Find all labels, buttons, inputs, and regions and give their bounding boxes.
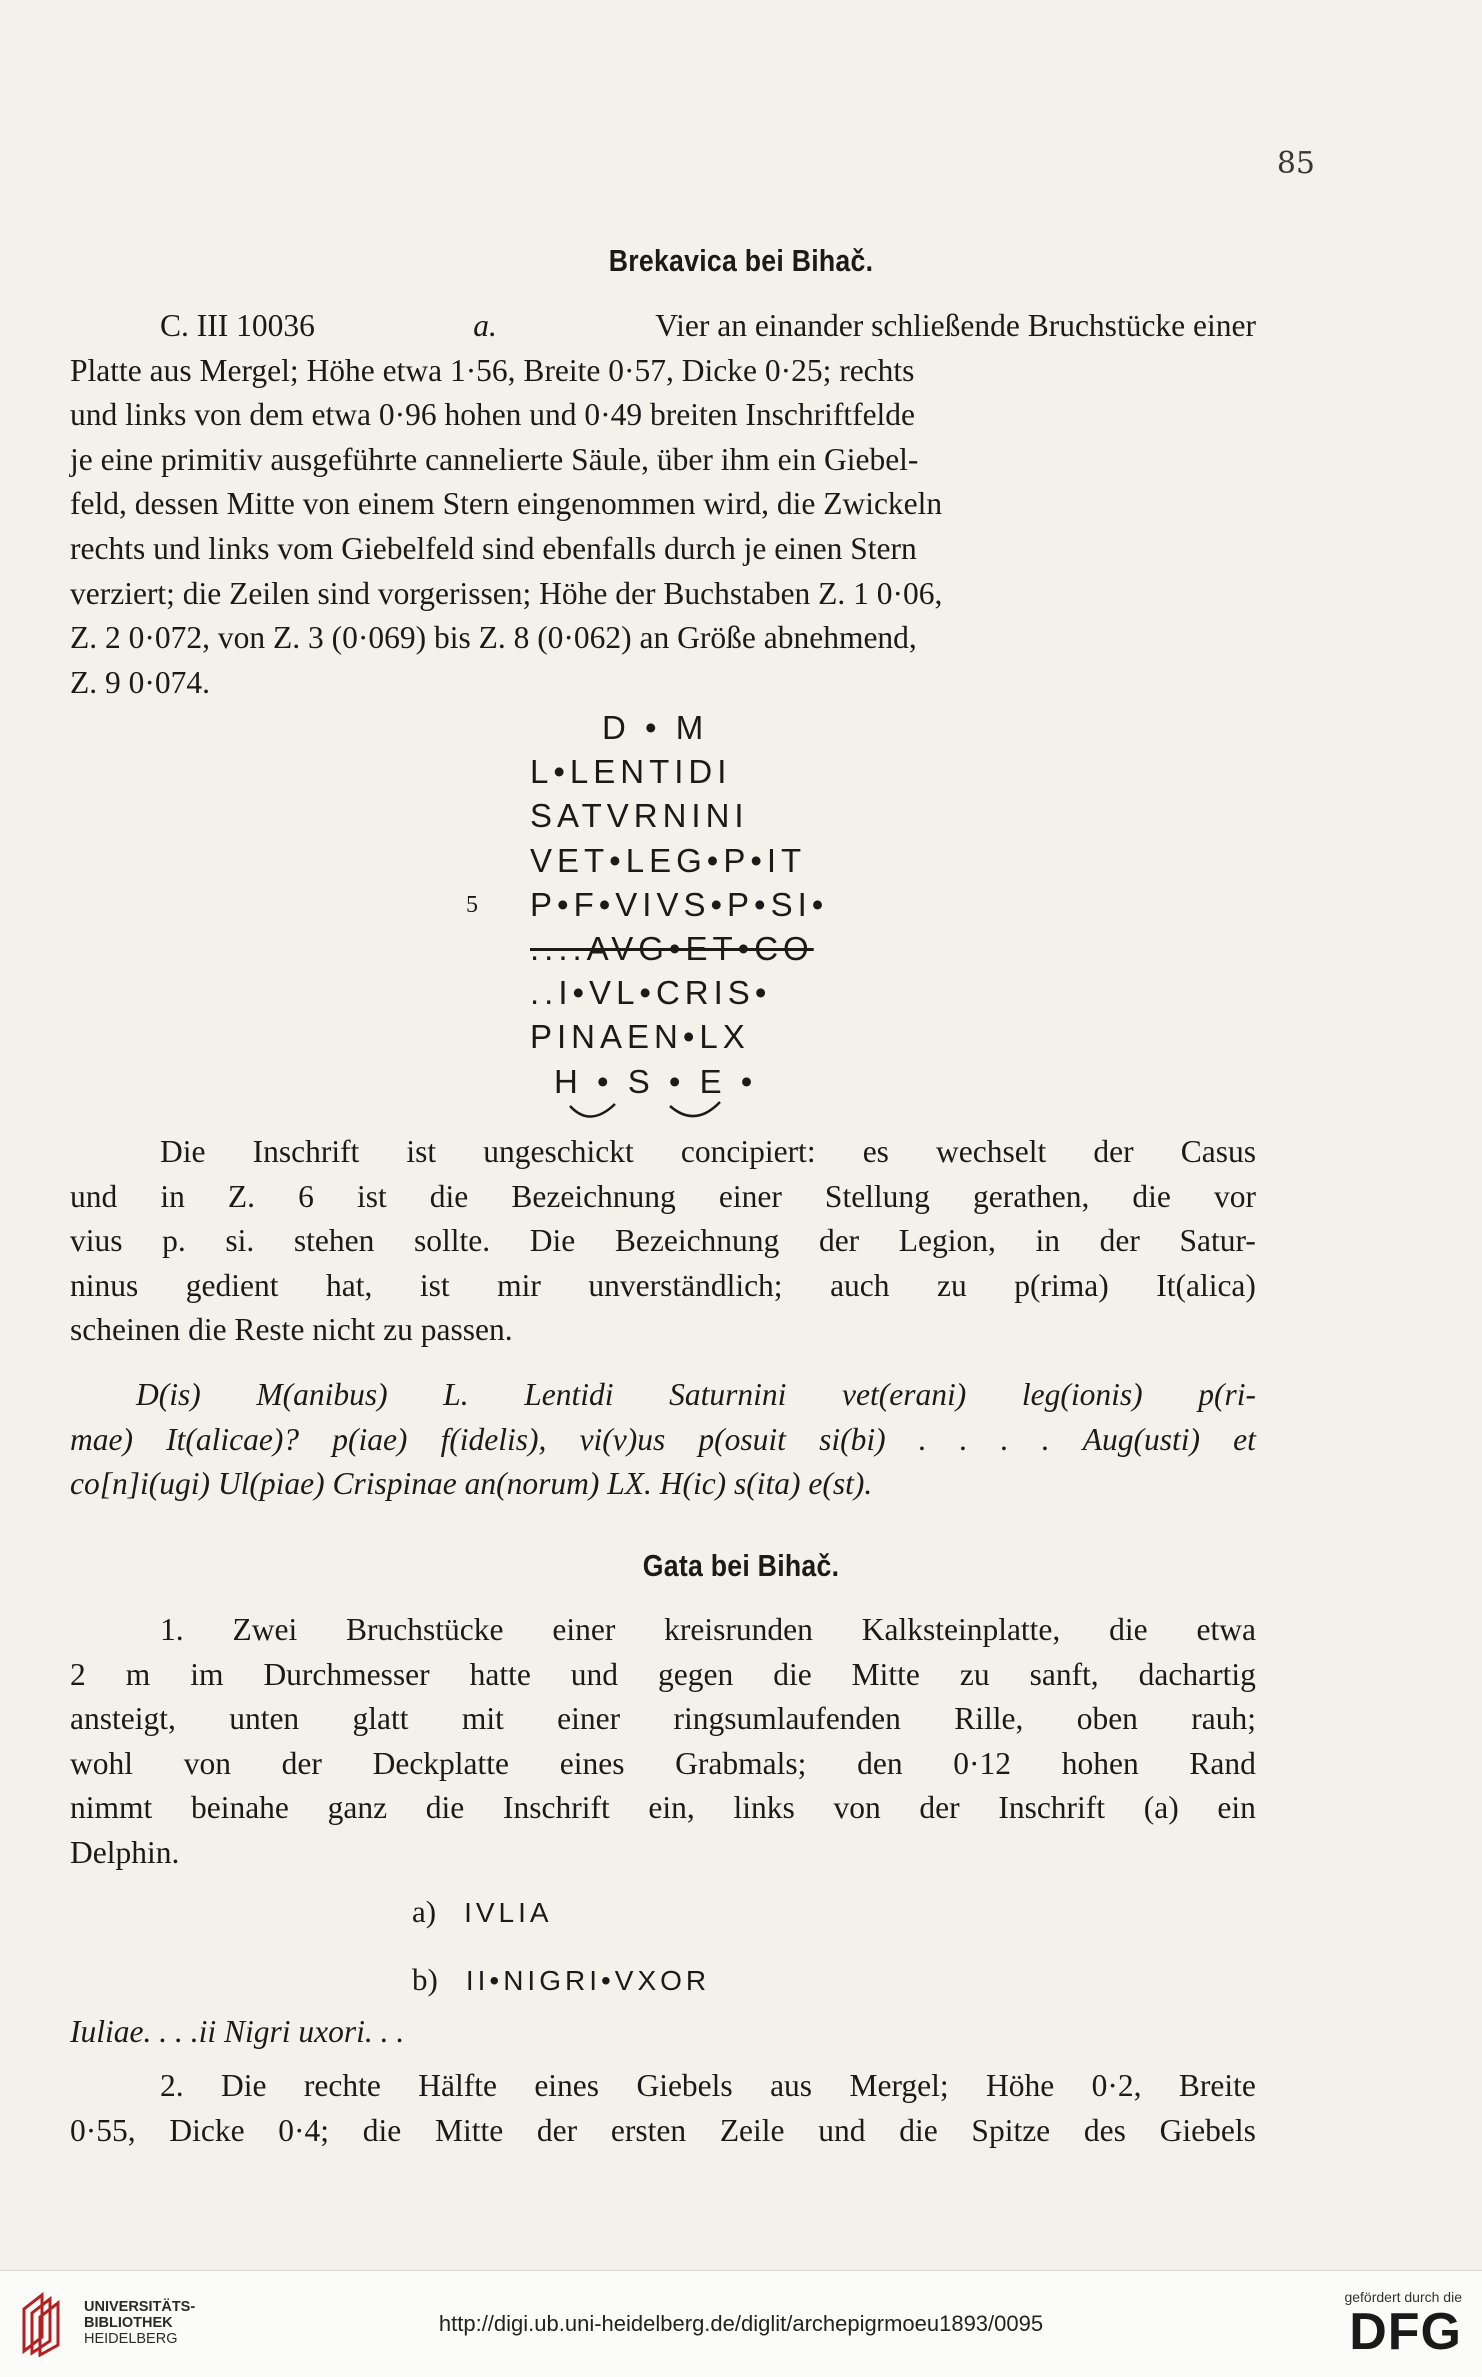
inscription-line: L•LENTIDI (530, 753, 732, 791)
inscription-b: b) II•NIGRI•VXOR (412, 1962, 711, 1997)
text-line: co[n]i(ugi) Ul(piae) Crispinae an(norum) LX. H(ic) s(ita) e(st). (70, 1466, 873, 1502)
text-line: je eine primitiv ausgeführte cannelierte Säule, über ihm ein Giebel- (70, 441, 919, 477)
text-line: Z. 2 0·072, von Z. 3 (0·069) bis Z. 8 (0·062) an Größe abnehmend, (70, 620, 917, 656)
funder-block (1312, 2289, 1462, 2359)
text-line: nimmt beinahe ganz die Inschrift ein, links von der Inschrift (a) ein (70, 1790, 1256, 1826)
item-1-paragraph (70, 1608, 1256, 1876)
section-heading-gata: Gata bei Bihač. (642, 1548, 840, 1583)
text-line: scheinen die Reste nicht zu passen. (70, 1312, 513, 1348)
ivy-leaf-ornament-icon (560, 1098, 760, 1128)
line-number-marker: 5 (466, 891, 478, 918)
inscription-line: SATVRNINI (530, 797, 749, 835)
funded-by-label: gefördert durch die (1344, 2289, 1462, 2305)
text-line: verziert; die Zeilen sind vorgerissen; Höhe der Buchstaben Z. 1 0·06, (70, 575, 943, 611)
inscription-a: a) IVLIA (412, 1894, 553, 1929)
text-line: und in Z. 6 ist die Bezeichnung einer Stellung gerathen, die vor (70, 1178, 1256, 1214)
inscription-line: D • M (602, 709, 709, 746)
inscription-line: H • S • E • (554, 1062, 758, 1100)
section-heading-brekavica: Brekavica bei Bihač. (608, 243, 874, 278)
text-line: ansteigt, unten glatt mit einer ringsumlaufenden Rille, oben rauh; (70, 1701, 1256, 1737)
text-line: und links von dem etwa 0·96 hohen und 0·49 breiten Inschriftfelde (70, 397, 916, 433)
text-line: 2 m im Durchmesser hatte und gegen die Mitte zu sanft, dachartig (70, 1656, 1256, 1692)
inscription-line: PINAEN•LX (530, 1018, 750, 1056)
page-number: 85 (1276, 146, 1315, 181)
source-url-link[interactable]: http://digi.ub.uni-heidelberg.de/diglit/archepigrmoeu1893/0095 (438, 2311, 1044, 2336)
commentary-paragraph (70, 1130, 1256, 1353)
text-line: mae) It(alicae)? p(iae) f(idelis), vi(v)us p(osuit si(bi) . . . . Aug(usti) et (70, 1421, 1256, 1457)
item-2-paragraph (70, 2064, 1256, 2153)
reading-line (70, 2010, 1256, 2055)
text-line: 2. Die rechte Hälfte eines Giebels aus Mergel; Höhe 0·2, Breite (160, 2068, 1256, 2103)
text-line: Delphin. (70, 1834, 180, 1870)
text-line: wohl von der Deckplatte eines Grabmals; den 0·12 hohen Rand (70, 1745, 1256, 1781)
institution-name: UNIVERSITÄTS- BIBLIOTHEK HEIDELBERG (84, 2299, 196, 2347)
dfg-logo: DFG (1349, 2303, 1462, 2361)
text-line: Platte aus Mergel; Höhe etwa 1·56, Breite 0·57, Dicke 0·25; rechts (70, 352, 915, 388)
text-line: Z. 9 0·074. (70, 664, 210, 700)
text-line: 1. Zwei Bruchstücke einer kreisrunden Kalksteinplatte, die etwa (160, 1612, 1256, 1647)
intro-paragraph (70, 304, 1256, 705)
text-line: vius p. si. stehen sollte. Die Bezeichnung der Legion, in der Satur- (70, 1223, 1256, 1259)
inscription-line: 5 P•F•VIVS•P•SI• (530, 883, 850, 927)
text-line: 0·55, Dicke 0·4; die Mitte der ersten Zeile und die Spitze des Giebels (70, 2112, 1256, 2148)
text-line: ninus gedient hat, ist mir unverständlich; auch zu p(rima) It(alica) (70, 1267, 1256, 1303)
text-line: D(is) M(anibus) L. Lentidi Saturnini vet(erani) leg(ionis) p(ri- (136, 1377, 1256, 1412)
inscription-facsimile (466, 706, 850, 1104)
footer-bar (0, 2270, 1482, 2377)
inscription-line-damaged: ....AVG•ET•CO (530, 929, 814, 967)
inscription-line: ..I•VL•CRIS• (530, 974, 772, 1012)
text-line: C. III 10036 a. Vier an einander schließende Bruchstücke einer (160, 308, 1256, 343)
text-line: Die Inschrift ist ungeschickt concipiert: es wechselt der Casus (160, 1134, 1256, 1169)
text-line: feld, dessen Mitte von einem Stern eingenommen wird, die Zwickeln (70, 486, 943, 522)
text-line: rechts und links vom Giebelfeld sind ebenfalls durch je einen Stern (70, 530, 917, 566)
transcription-paragraph (70, 1372, 1256, 1506)
text-line: Iuliae. . . .ii Nigri uxori. . . (70, 2014, 405, 2049)
inscription-line: VET•LEG•P•IT (530, 841, 807, 879)
